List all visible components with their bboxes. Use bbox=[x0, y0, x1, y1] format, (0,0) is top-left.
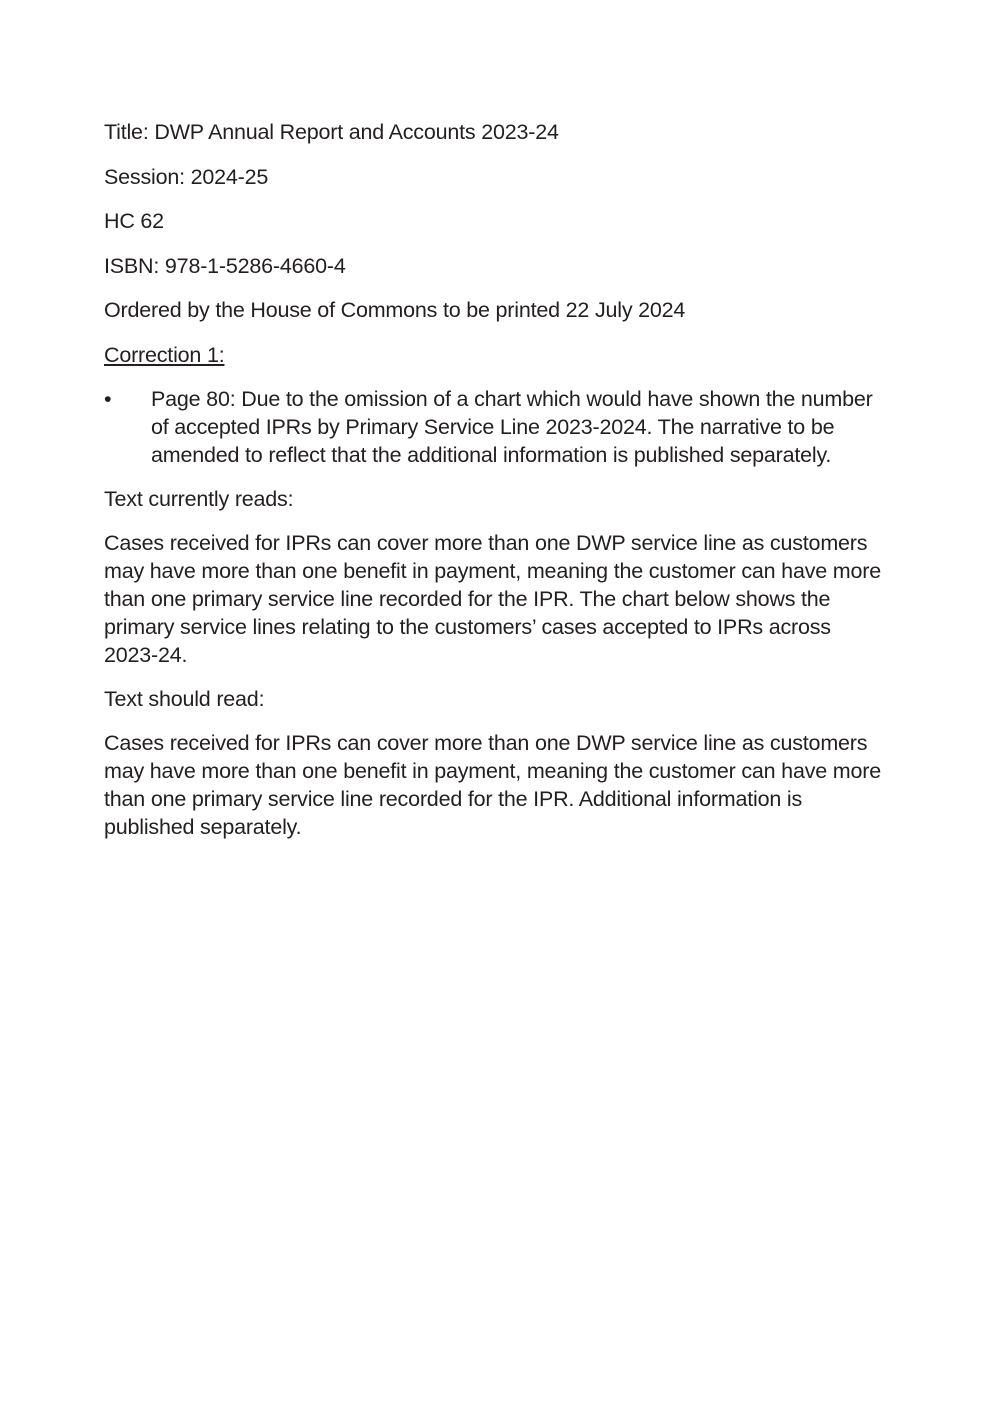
current-text-label: Text currently reads: bbox=[104, 487, 294, 511]
ordered-statement: Ordered by the House of Commons to be printed 22 July 2024 bbox=[104, 298, 686, 322]
correction-bullet-text: Page 80: Due to the omission of a chart which would have shown the number of accepted IPRs by Primary Service Line 2023-2024. The narrative to be amended to reflect that the additional information is published separately. bbox=[151, 387, 873, 467]
isbn: ISBN: 978-1-5286-4660-4 bbox=[104, 253, 346, 278]
should-text-label: Text should read: bbox=[104, 687, 265, 711]
document-title: Title: DWP Annual Report and Accounts 2023-24 bbox=[104, 120, 559, 144]
current-text: Cases received for IPRs can cover more than one DWP service line as customers may have more than one benefit in payment, meaning the customer can have more than one primary service line recorded for the IPR. The chart below shows the primary service lines relating to the customers’ cases accepted to IPRs across 2023-24. bbox=[104, 531, 881, 667]
correction-bullet bbox=[104, 385, 884, 469]
session: Session: 2024-25 bbox=[104, 164, 269, 189]
document-page bbox=[104, 118, 884, 857]
hc-number: HC 62 bbox=[104, 209, 164, 233]
should-text: Cases received for IPRs can cover more than one DWP service line as customers may have more than one benefit in payment, meaning the customer can have more than one primary service line recorded for the IPR. Additional information is published separately. bbox=[104, 731, 881, 839]
correction-heading: Correction 1: bbox=[104, 342, 225, 367]
bullet-icon: • bbox=[104, 387, 112, 411]
